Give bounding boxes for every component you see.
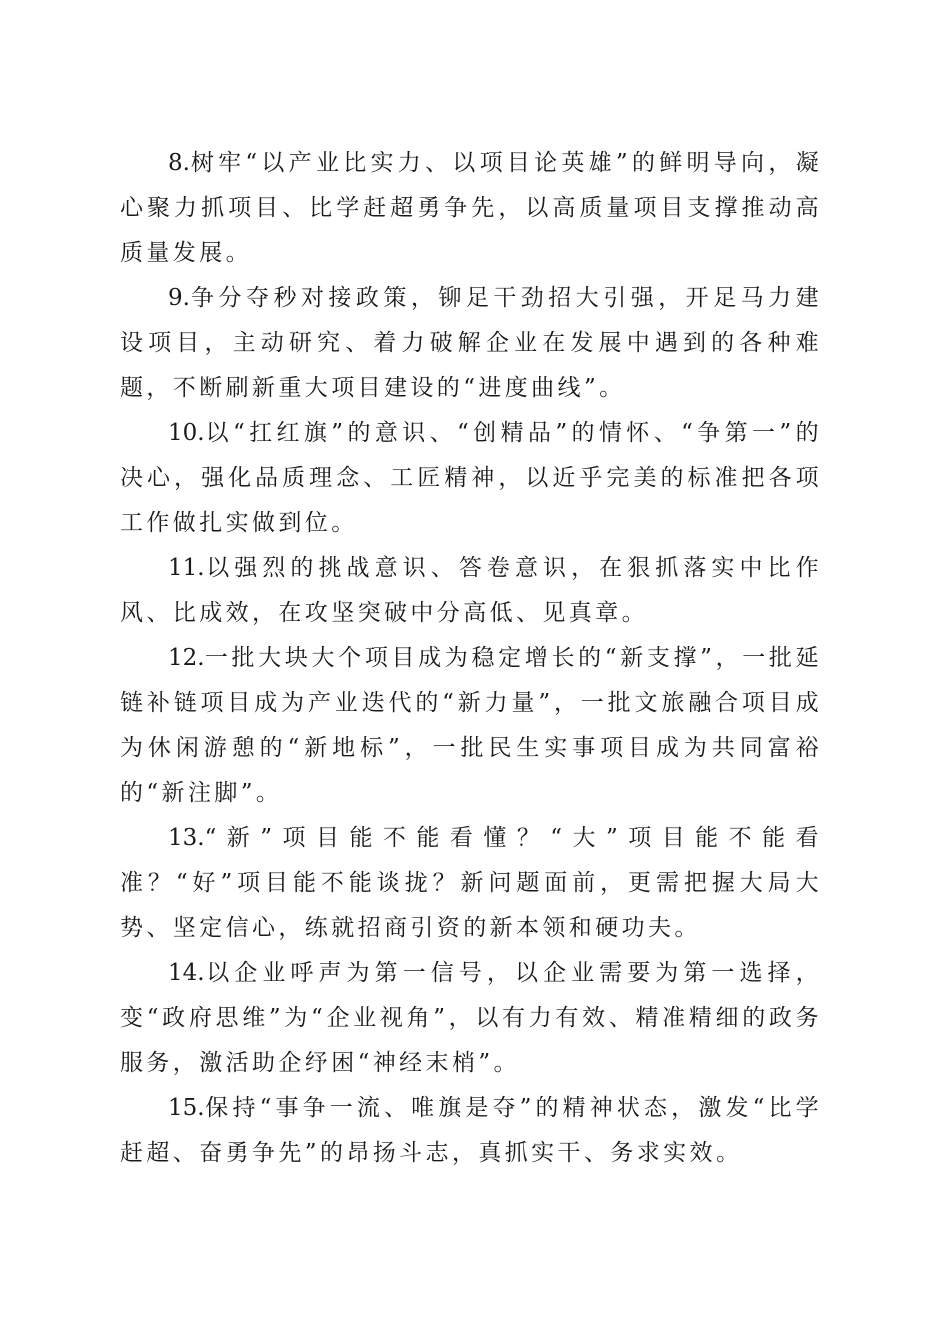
- paragraph-text: 树牢“以产业比实力、以项目论英雄”的鲜明导向，凝心聚力抓项目、比学赶超勇争先，以高质量项目支撑推动高质量发展。: [120, 150, 822, 266]
- paragraph-13: [120, 816, 822, 951]
- paragraph-11: [120, 546, 822, 636]
- document-page: [120, 141, 822, 1176]
- paragraph-text: 以“扛红旗”的意识、“创精品”的情怀、“争第一”的决心，强化品质理念、工匠精神，以近乎完美的标准把各项工作做扎实做到位。: [120, 420, 822, 536]
- paragraph-text: “新”项目能不能看懂？“大”项目能不能看准？“好”项目能不能谈拢？新问题面前，更需把握大局大势、坚定信心，练就招商引资的新本领和硬功夫。: [120, 825, 822, 941]
- paragraph-text: 争分夺秒对接政策，铆足干劲招大引强，开足马力建设项目，主动研究、着力破解企业在发展中遇到的各种难题，不断刷新重大项目建设的“进度曲线”。: [120, 285, 822, 401]
- paragraph-12: [120, 636, 822, 816]
- paragraph-text: 以企业呼声为第一信号，以企业需要为第一选择，变“政府思维”为“企业视角”，以有力有效、精准精细的政务服务，激活助企纾困“神经末梢”。: [120, 960, 822, 1076]
- paragraph-number: 15.: [168, 1095, 205, 1121]
- paragraph-number: 11.: [168, 555, 205, 581]
- paragraph-10: [120, 411, 822, 546]
- paragraph-number: 13.: [168, 825, 205, 851]
- paragraph-text: 一批大块大个项目成为稳定增长的“新支撑”，一批延链补链项目成为产业迭代的“新力量”，一批文旅融合项目成为休闲游憩的“新地标”，一批民生实事项目成为共同富裕的“新注脚”。: [120, 645, 822, 806]
- paragraph-number: 10.: [168, 420, 205, 446]
- paragraph-text: 以强烈的挑战意识、答卷意识，在狠抓落实中比作风、比成效，在攻坚突破中分高低、见真章。: [120, 555, 822, 626]
- paragraph-15: [120, 1086, 822, 1176]
- paragraph-number: 8.: [168, 150, 190, 176]
- paragraph-8: [120, 141, 822, 276]
- paragraph-number: 14.: [168, 960, 205, 986]
- paragraph-9: [120, 276, 822, 411]
- paragraph-number: 12.: [168, 645, 205, 671]
- paragraph-text: 保持“事争一流、唯旗是夺”的精神状态，激发“比学赶超、奋勇争先”的昂扬斗志，真抓实干、务求实效。: [120, 1095, 822, 1166]
- paragraph-14: [120, 951, 822, 1086]
- paragraph-number: 9.: [168, 285, 190, 311]
